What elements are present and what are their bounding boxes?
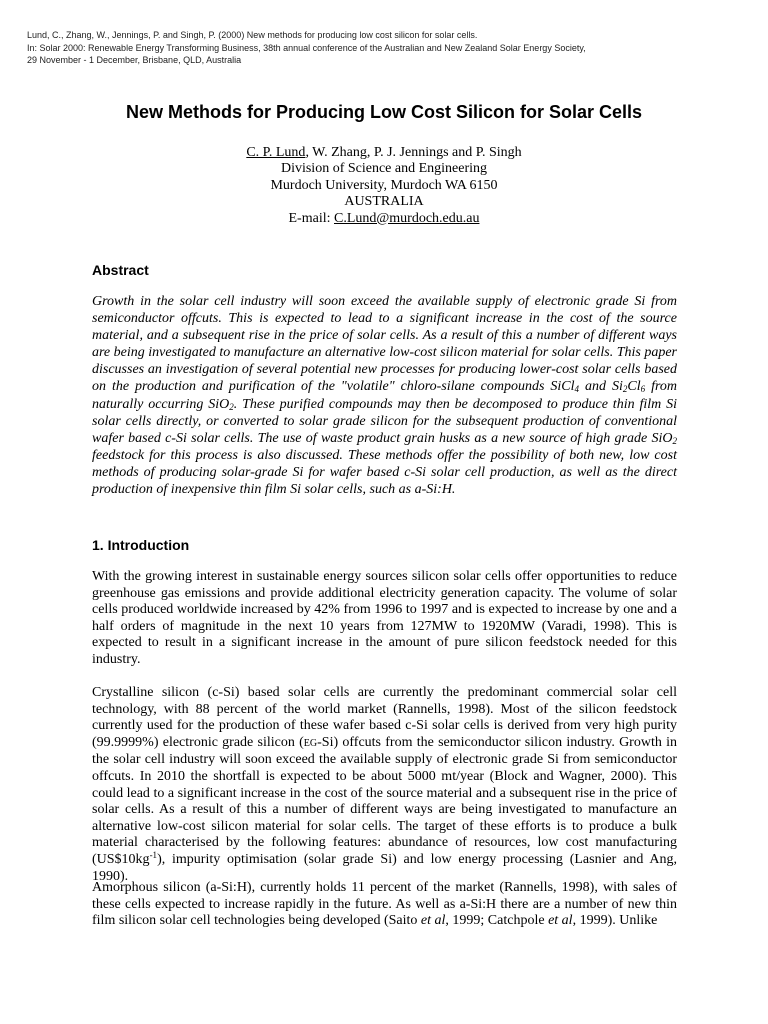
- affiliation-country: AUSTRALIA: [344, 194, 424, 210]
- superscript: -1: [149, 849, 158, 860]
- introduction-heading: 1. Introduction: [92, 537, 190, 553]
- abstract-segment-2: and Si: [579, 379, 623, 395]
- affiliation-division: Division of Science and Engineering: [280, 161, 488, 177]
- intro-paragraph-3: [92, 880, 677, 930]
- citation-line-1: Lund, C., Zhang, W., Jennings, P. and Singh, P. (2000) New methods for producing low cost silicon for solar cells.: [27, 30, 478, 40]
- subscript: 6: [640, 384, 646, 395]
- et-al-italic: et al: [420, 913, 446, 929]
- abstract-segment-3: Cl: [627, 379, 641, 395]
- subscript: 2: [672, 435, 677, 446]
- intro-p2-segment-1: Crystalline silicon (c-Si) based solar cells are currently the predominant commercial solar cell technology, with 88 percent of the world market (Rannells, 1998). Most of the silicon feedstock currently used for the production of these wafer based c-Si solar cells is derived from very high purity (99.9999%) electronic grade silicon (: [92, 685, 677, 750]
- intro-paragraph-1: With the growing interest in sustainable energy sources silicon solar cells offer opportunities to reduce greenhouse gas emissions and provide additional electricity generation capacity. The volume of solar cells produced worldwide increased by 42% from 1996 to 1997 and is expected to increase by one and a half orders of magnitude in the next 10 years from 127MW to 1920MW (Varadi, 1998). This is expected to result in a significant increase in the amount of pure silicon feedstock needed for this industry.: [92, 569, 677, 667]
- abstract-segment-1: Growth in the solar cell industry will soon exceed the available supply of electronic grade Si from semiconductor offcuts. This is expected to lead to a significant increase in the cost of the source material, and a subsequent rise in the price of solar cells. As a result of this a number of different ways are being investigated to manufacture an alternative low-cost silicon material for solar cells. This paper discusses an investigation of several potential new processes for producing lower-cost solar cells based on the production and purification of the "volatile" chloro-silane compounds SiCl: [92, 294, 677, 395]
- author-line: [0, 145, 768, 161]
- et-al-italic: et al: [548, 913, 573, 929]
- email-label: E-mail:: [288, 210, 334, 226]
- intro-p2-segment-2: -Si) offcuts from the semiconductor silicon industry. Growth in the solar cell industry will soon exceed the available supply of electronic grade Si from semiconductor offcuts. In 2010 the shortfall is expected to be about 5000 mt/year (Block and Wagner, 2000). This could lead to a significant increase in the cost of the source material and a subsequent rise in the price of solar cells. As a result of this a number of different ways are being investigated to manufacture an alternative low-cost silicon material for solar cells. The target of these efforts is to produce a bulk material characterised by the following features: abundance of resources, low cost manufacturing (US$10kg: [92, 734, 677, 867]
- email-line: [0, 211, 768, 227]
- subscript: 2: [229, 401, 234, 412]
- abstract-text: [92, 293, 677, 498]
- citation-line-3: 29 November - 1 December, Brisbane, QLD, Australia: [27, 55, 242, 65]
- intro-p3-segment-2: , 1999; Catchpole: [445, 913, 549, 929]
- email-link[interactable]: C.Lund@murdoch.edu.au: [334, 210, 480, 226]
- author-block: [0, 145, 768, 227]
- intro-p2-segment-3: ), impurity optimisation (solar grade Si) and low energy processing (Lasnier and Ang, 1990).: [92, 851, 677, 884]
- citation-line-2: In: Solar 2000: Renewable Energy Transforming Business, 38th annual conference of the Australian and New Zealand Solar Energy Society,: [27, 42, 586, 53]
- intro-p3-segment-1: Amorphous silicon (a-Si:H), currently holds 11 percent of the market (Rannells, 1998), with sales of these cells expected to increase rapidly in the future. As well as a-Si:H there are a number of new thin film silicon solar cell technologies being developed (Saito: [92, 880, 677, 929]
- abstract-heading: Abstract: [92, 262, 149, 278]
- paper-title: New Methods for Producing Low Cost Silicon for Solar Cells: [125, 102, 643, 122]
- intro-p3-segment-3: , 1999). Unlike: [572, 913, 658, 929]
- abstract-segment-4: from naturally occurring SiO: [92, 379, 678, 412]
- intro-p2-small-caps: EG: [303, 737, 318, 749]
- subscript: 2: [622, 384, 628, 395]
- abstract-segment-6: feedstock for this process is also discussed. These methods offer the possibility of both new, low cost methods of producing solar-grade Si for wafer based c-Si solar cell production, as well as the direct production of inexpensive thin film Si solar cells, such as a-Si:H.: [92, 447, 677, 498]
- citation-header: [27, 29, 747, 67]
- subscript: 4: [574, 384, 580, 395]
- lead-author-link[interactable]: C. P. Lund: [246, 145, 306, 160]
- affiliation-university: Murdoch University, Murdoch WA 6150: [270, 177, 498, 193]
- co-authors: , W. Zhang, P. J. Jennings and P. Singh: [305, 145, 522, 160]
- abstract-segment-5: . These purified compounds may then be decomposed to produce thin film Si solar cells directly, or converted to solar grade silicon for the subsequent production of conventional wafer based c-Si solar cells. The use of waste product grain husks as a new source of high grade SiO: [92, 396, 677, 446]
- intro-paragraph-2: [92, 685, 677, 885]
